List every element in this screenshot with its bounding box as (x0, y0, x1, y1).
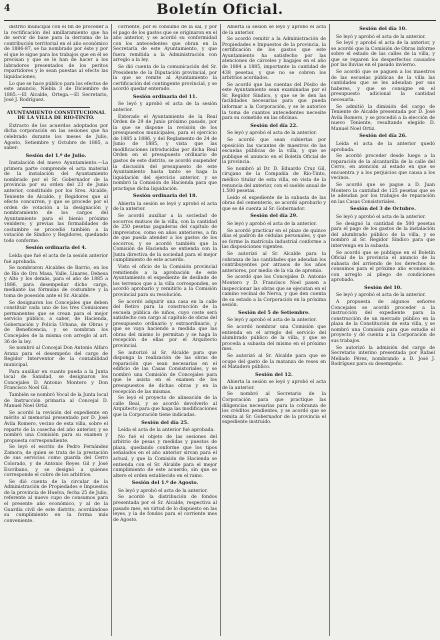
paragraph: Abierta la sesión se leyó y aprobó el acta de la anterior. (222, 380, 326, 391)
paragraph: Se leyó y aprobó el acta de la anterior. (118, 488, 208, 494)
paragraph: No fué el objeto de las sesiones del arbitrio de pesas y medidas y puestos de plaza, quedando conforme que los tipos señalados en el año anterior sirvan para el actual, y que la Comisión de Hacienda se entienda con el Sr. Alcalde para el mejor cumplimiento de este acuerdo, sin que se altere el orden establecido en el ramo. (113, 434, 217, 479)
bulletin-title: Boletín Oficial. (156, 2, 284, 18)
paragraph: Se nombró al Secretario de la Corporación para que practique las diligencias necesarias para la cobranza de los créditos pendientes, y se acordó que se remita al Sr. Gobernador de la provincia el expediente instruido. (222, 392, 326, 426)
paragraph: Se leyó el proyecto de alineación de la calle Real, y se acordó devolverlo al Arquitecto para que haga las modificaciones que la Corporación tiene indicadas. (113, 396, 217, 418)
paragraph: Se acordó proceder desde luego a la reparación de la alcantarilla de la calle del Cerro, en atención al estado en que se encuentra y a los perjuicios que causa a los vecinos. (331, 154, 435, 182)
paragraph: También se nombró Vocal de la Junta local de Instrucción primaria al Concejal D. Manuel Noel Ortiz. (4, 393, 108, 410)
paragraph: Se acordó la distribución de fondos presentada por el Sr. Alcalde, respectiva al pasado mes, en virtud de lo dispuesto en las leyes, y la de fondos para el corriente mes de Agosto. (113, 495, 217, 523)
paragraph: Se acordó remitir a la Administración de Propiedades e Impuestos de la provincia, la certificación de los gastos que este Ayuntamiento ha satisfecho por las atenciones de cárceles y bagajes en el año de 1884 a 1885, importante la cantidad de 438 pesetas, y que no se cobren los arbitrios acordados. (222, 37, 326, 82)
paragraph: Abierta la sesión se leyó y aprobó el acta de la anterior. (222, 25, 326, 36)
session-heading: Sesión del 3 de Octubre. (350, 206, 416, 213)
paragraph: Extracto de los acuerdos adoptados por dicha corporación en las sesiones que ha celebrado durante los meses de Julio, Agosto, Setiembre y Octubre de 1885, a saber: (4, 123, 108, 152)
paragraph: Se acordó adquirir una casa en la calle del Retiro para la construcción de la escuela pública de niños, cuyo coste será satisfecho con cargo al capítulo de obras del presupuesto ordinario y extraordinario, y que se vaya haciendo a medida que las obras del mismo lo permitan y se haga la recepción de ellas por el Arquitecto provincial. (113, 299, 217, 350)
text-column-3 (222, 25, 326, 637)
paragraph: Se designó la cantidad de 500 pesetas para el pago de los gastos de la instalación del alumbrado público de la villa, y se nombró al Sr. Regidor Síndico para que intervenga en la subasta. (331, 221, 435, 249)
paragraph: Se acordó nombrar una Comisión que entienda en el arreglo del servicio del alumbrado público de la villa, y que se proceda a subasta del mismo en el próximo mes. (222, 325, 326, 353)
paragraph: Se leyó el escrito de Pedro Fernández Zamora, de quien se trata de la prestación de sus servicios como guarda del Cerro Colorado, y de Antonio Reyes Gil y José Escribano, y se designó a quienes corresponde el cobro de los arbitrios. (4, 445, 108, 479)
column-divider (111, 24, 112, 636)
paragraph: Leída el acta de la anterior fué aprobada. (118, 428, 215, 434)
paragraph: Visto el oficio de la Comisión provincial remitiendo a la aprobación de este Ayuntamiento el expediente de deslinde de los terrenos que a la villa corresponden, se acordó aprobarlo y remitirlo a la Comisión provincial para su resolución. (113, 265, 217, 298)
paragraph: Se designaron los Concejales que deben constituir cada uno de los tres Comisiones permanentes que se crean para el mejor servicio público, a saber, de Hacienda, Gobernación y Policía Urbana, de Obras y de Beneficencia, y se nombran los Concejales de la misma con arreglo al art. 36 de la ley. (4, 300, 108, 345)
paragraph: Enterado el Ayuntamiento de la Real Orden de 29 de Junio próximo pasado, por la que se dispone la revisión de los presupuestos municipales, para el ejercicio de 1885 a 1886, y del Reglamento de 24 de Junio de 1885, y vista que las modificaciones introducidas por dicha Real Orden en el presupuesto ordinario de gastos de este distrito, se acordó suspender la discusión del presupuesto de este Ayuntamiento hasta tanto se haga la liquidación del ejercicio anterior, y se nombró la Comisión de Hacienda para que practique dicha liquidación. (113, 114, 217, 192)
paragraph: distrito municipal con el fin de proceder a la rectificación del amillaramiento que ha de servir de base para la derrama de la contribución territorial en el año económico de 1886-87, se ha nombrado por éste y por el que le sigue para los trabajos que en él se precisan y que se le han de hacer a los labradores presentados de los peritos repartidores y le sean puestas al efecto las liquidaciones, (4, 25, 108, 80)
paragraph: Se nombró al Concejal Don Antonio Alfaro Arana para el desempeño del cargo de Regidor Interventor de la contabilidad municipal. (4, 346, 108, 368)
paragraph: Se leyó y aprobó el acta de la anterior. (227, 221, 317, 227)
text-column-4 (331, 25, 435, 637)
paragraph: Se autorizó al Sr. Alcalde para que se ocupe del gasto de la matanza de reses en el Matadero público. (222, 353, 326, 371)
session-heading: Sesión del 1.º de Julio. (25, 152, 87, 159)
paragraph: Se acordó la revisión del expediente en mérito al memorial presentado por D. José Ávila Romero, vecino de esta villa, sobre el reparto de la cosecha del año anterior, y se nombró una Comisión para su examen y propuesta correspondiente. (4, 410, 108, 444)
paragraph: Leída el acta de la anterior quedó aprobada. (331, 141, 435, 153)
session-heading: Sesión del día 22. (250, 122, 298, 129)
paragraph: Se autorizó al Sr. Alcalde para la cobranza de las cantidades que adeudan los contribuyentes por atrasos de los años anteriores, por medio de la vía de apremio. (222, 252, 326, 274)
paragraph: Se leyó y aprobó el acta de la anterior, y se acordó que la Comisión de Obras informe sobre el estado de las calles de la villa, y que se reparen los desperfectos causados por las lluvias en el pasado invierno. (331, 41, 435, 69)
session-heading: Sesión del día 10. (359, 26, 407, 32)
paragraph: Leído el expediente de la subasta de las obras del cementerio, se acordó aprobarlo y que se dé cuenta al Sr. Gobernador. (222, 195, 326, 212)
session-heading: Sesión ordinaria del 11. (132, 93, 198, 100)
column-divider (329, 24, 330, 636)
paragraph: Leída que fué el acta de la sesión anterior fué aprobada. (4, 253, 108, 265)
session-heading: Sesión del 5 de Setiembre. (238, 309, 310, 316)
paragraph: Lo que se hace público para los efectos de este anuncio, Niebla 3 de Diciembre de 1885.—El Alcalde, Ortega.—El Secretario, José J. Rodríguez. (4, 81, 108, 104)
paragraph: Se leyó y aprobó el acta de la anterior. (336, 34, 426, 40)
text-column-2 (113, 25, 217, 637)
paragraph: Instalación del nuevo Ayuntamiento.—La primera parte comprende el acta material de la instalación del Ayuntamiento nombrado por el Sr. Gobernador de la provincia por su orden del 23 de Junio anterior, constituido por los Sres. Alcalde, Teniente de Alcalde, y Regidores que al efecto concurren, y que se procede por el orden de votación a la designación y nombramiento de los cargos del Ayuntamiento para el bienio próximo venidero; y previas las formalidades de costumbre se procedió también a la votación de Síndico y Regidores, quedando todo conforme. (4, 161, 108, 244)
paragraph: Se acordó que se pague a D. Juan Montero la cantidad de 125 pesetas que se le adeudan por los trabajos de reparación en las Casas Consistoriales. (331, 183, 435, 205)
paragraph: Se dió cuenta de la comunicación del Sr. Presidente de la Diputación provincial, por la que se remite al Ayuntamiento la certificación del contingente provincial, y se acordó quedar enterado. (113, 65, 217, 93)
session-heading: Sesión del 12. (255, 371, 293, 378)
paragraph: Se dió cuenta de la circular de la Administración de Propiedades e Impuestos de la provincia de Huelva, fecha 25 de Julio, referente al nuevo cupo de consumos para el presente año económico, y al de la Guardia civil de este distrito, acordándose su cumplimiento en la forma más conveniente. (4, 479, 108, 524)
paragraph: Abierta la sesión se leyó y aprobó el acta de la anterior. (113, 201, 217, 213)
paragraph: Se acordó que se publique en el Boletín Oficial de la provincia el anuncio de la subasta del arriendo de los derechos de consumos para el próximo año económico, con arreglo al pliego de condiciones aprobado. (331, 250, 435, 284)
paragraph: corriente, por el consumo de la sal, y por el pago de los gastos que se originaron en el año anterior, y se acordó su conformidad con los antecedentes que obran en la Secretaría de este Ayuntamiento, y que fuera remitida a la Administración con arreglo a la ley. (113, 25, 217, 64)
paragraph: Se acordó que las cuentas del Pósito de este Ayuntamiento sean examinadas por el Sr. Regidor Síndico, y que se le den las facilidades necesarias para que pueda informar a la Corporación, y se le autorice la toma de cuantos antecedentes necesite para su cometido en las oficinas. (222, 82, 326, 122)
paragraph: Se leyó y aprobó el acta de la anterior. (227, 318, 317, 324)
paragraph: Se acordó auxiliar a la sociedad de socorros mutuos de la villa, con la cantidad de 250 pesetas pagaderas del capítulo de imprevistos, como en años anteriores, a fin de que pueda atender a los gastos de los socorros, y se acordó también que la Comisión de Hacienda se entienda con la Junta directiva de la sociedad para el mejor cumplimiento de este acuerdo. (113, 214, 217, 264)
session-heading: Sesión del 1.º de Agosto. (131, 480, 199, 487)
paragraph: Se leyó y aprobó el acta de la anterior. (336, 293, 426, 299)
session-heading: Sesión del 10. (364, 284, 402, 291)
paragraph: Se admitió la dimisión del cargo de Teniente de Alcalde presentada por D. José Ávila Romero, y se procedió a la elección de nuevo Teniente, resultando elegido D. Manuel Noel Ortiz. (331, 104, 435, 132)
session-heading: Sesión ordinaria del 4. (25, 245, 87, 252)
paragraph: Se nombraron Alcaldes de Barrio, en los de Río de Oro Masa, Valle, Linares, Dehesa y Alto y los demás, para el año de 1885 a 1886, para desempeñar dicho cargo, mediante las fórmulas de costumbre y la toma de posesión ante el Sr. Alcalde. (4, 266, 108, 299)
session-heading: Sesión del día 26. (359, 133, 407, 140)
paragraph: Se nombró al Dr. D. Eduardo Cruz Gil, cirujano de la Compañía de Río-Tinto, médico titular de esta villa, en vista de la renuncia del anterior, con el sueldo anual de 1.500 pesetas. (222, 166, 326, 195)
text-column-1 (4, 25, 108, 637)
paragraph: Se leyó y aprobó el acta de la anterior. (227, 131, 317, 137)
paragraph: Se acordó que sean cubiertas por oposición las vacantes de maestros de las escuelas públicas de la villa, y que se publique el anuncio en el Boletín Oficial de la provincia. (222, 137, 326, 166)
session-heading: Sesión del día 25. (141, 419, 189, 426)
paragraph: Se acordó que los Concejales D. Antonio Montero y D. Francisco Noel pasen a inspeccionar las obras que se ejecutan en el camino vecinal de Nerva, y que den cuenta de su estado a la Corporación en la próxima sesión. (222, 275, 326, 309)
paragraph: Se autorizó al Sr. Alcalde para que disponga la realización de las obras de reparación que sean necesarias en el edificio de las Casas Consistoriales, y se nombró una Comisión de Concejales para que le asista en el examen de los presupuestos de dichas obras y en la recepción de las mismas. (113, 350, 217, 395)
paragraph: Se leyó y aprobó el acta de la anterior. (336, 214, 426, 220)
paragraph: Se autorizó la admisión del cargo de Secretario interino presentada por Rafael Mellado Pérez, nombrando a D. José J. Rodríguez para su desempeño. (331, 345, 435, 368)
column-divider (220, 24, 221, 636)
paragraph: Se leyó y aprobó el acta de la sesión anterior. (113, 102, 217, 113)
paragraph: Se acordó que se paguen a los maestros de las escuelas públicas de la villa las cantidades que se les adeudan por sus haberes, y que se consigne en el presupuesto adicional la cantidad necesaria. (331, 70, 435, 103)
header-rule (4, 20, 436, 21)
paragraph: A propuesta de algunos señores Concejales se acordó proceder a la instrucción del expediente para la construcción de un mercado público en la plaza de la Constitución de esta villa, y se nombró una Comisión para que estudie el proyecto y dé cuenta a la Corporación de sus trabajos. (331, 300, 435, 344)
session-heading: Sesión del día 29. (250, 213, 298, 220)
paragraph: Para auxiliar en cuanto pueda a la Junta local de Sanidad, se designaron los Concejales D. Antonio Montero y Don Francisco Noel Gil. (4, 369, 108, 392)
paragraph: Se acordó practicar en el plazo de quince días el padrón de cédulas personales, y que se forme la matrícula industrial conforme a las disposiciones vigentes. (222, 228, 326, 251)
session-heading: Sesión ordinaria del 18. (132, 193, 198, 200)
section-divider (22, 107, 90, 108)
session-heading: AYUNTAMIENTO CONSTITUCIONAL DE LA VILLA DE RIO-TINTO. (6, 109, 106, 122)
page-number: 4 (4, 4, 11, 14)
